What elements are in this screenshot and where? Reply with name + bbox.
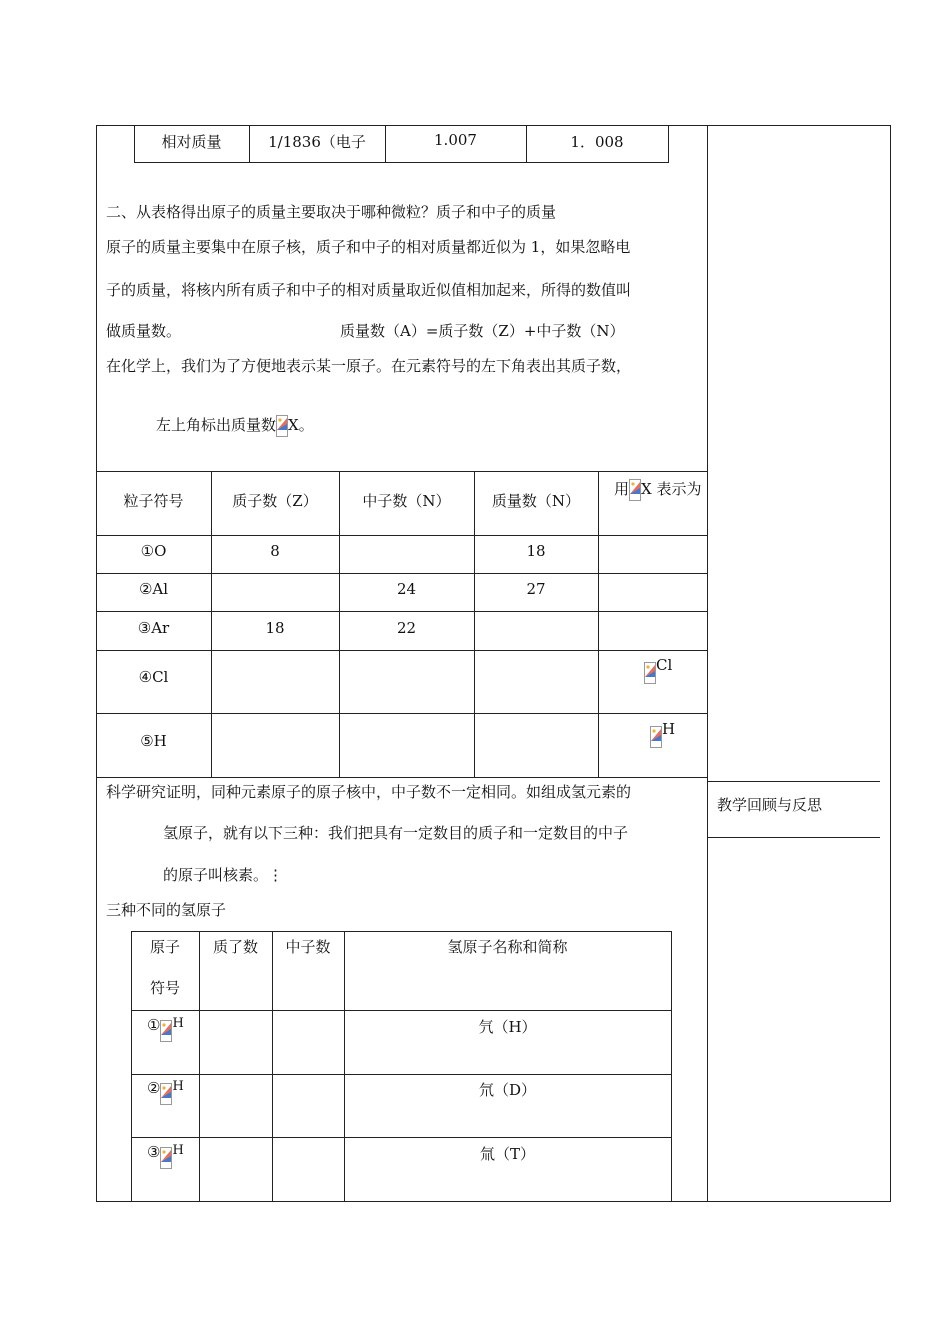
h-row-element: H bbox=[172, 1016, 184, 1031]
h-row-element: H bbox=[172, 1079, 184, 1094]
outer-right-border bbox=[890, 125, 891, 1202]
h-row-symbol bbox=[147, 1143, 184, 1169]
isotope-p2: 氢原子，就有以下三种：我们把具有一定数目的质子和一定数目的中子 bbox=[163, 824, 629, 842]
rep-element: Cl bbox=[656, 656, 673, 674]
column-divider bbox=[707, 125, 708, 1202]
header-particle-symbol: 粒子符号 bbox=[123, 492, 184, 510]
row-symbol: ④Cl bbox=[138, 668, 169, 686]
header-rep-suffix: X 表示为 bbox=[641, 480, 702, 498]
h-row-name: 氘（D） bbox=[478, 1081, 537, 1099]
reflection-top-rule bbox=[707, 781, 880, 782]
outer-top-border bbox=[96, 125, 891, 126]
section2-p5b: X。 bbox=[288, 416, 314, 434]
rep-element: H bbox=[662, 720, 676, 738]
header-rep-prefix: 用 bbox=[614, 480, 630, 498]
row-mass: 18 bbox=[526, 542, 546, 560]
header-representation bbox=[614, 478, 701, 501]
header-proton-count: 质子数（Z） bbox=[232, 492, 318, 510]
isotope-p3: 的原子叫核素。⋮ bbox=[163, 866, 284, 884]
h-row-symbol bbox=[147, 1016, 184, 1042]
h-header-atom: 原子 bbox=[149, 938, 180, 956]
nuclide-notation-icon bbox=[629, 479, 641, 501]
h-row-name: 氚（T） bbox=[479, 1145, 535, 1163]
h-header-symbol: 符号 bbox=[149, 979, 180, 997]
h-header-neutron: 中子数 bbox=[285, 938, 331, 956]
reflection-bottom-rule bbox=[707, 837, 880, 838]
isotope-heading: 三种不同的氢原子 bbox=[106, 901, 227, 919]
reflection-label: 教学回顾与反思 bbox=[717, 796, 823, 814]
header-mass-number: 质量数（N） bbox=[491, 492, 581, 510]
row-symbol: ②Al bbox=[138, 580, 169, 598]
h-row-symbol bbox=[147, 1079, 184, 1105]
row-neutron: 24 bbox=[396, 580, 417, 598]
row-representation bbox=[644, 656, 672, 684]
h-header-proton: 质了数 bbox=[212, 938, 258, 956]
section2-heading: 二、从表格得出原子的质量主要取决于哪种微粒？质子和中子的质量 bbox=[106, 203, 557, 221]
nuclide-notation-icon bbox=[160, 1147, 172, 1169]
section2-p2: 子的质量，将核内所有质子和中子的相对质量取近似值相加起来，所得的数值叫 bbox=[106, 281, 632, 299]
row-mass: 27 bbox=[526, 580, 546, 598]
electron-mass: 1/1836（电子 bbox=[268, 133, 366, 151]
section2-p4: 在化学上，我们为了方便地表示某一原子。在元素符号的左下角表出其质子数， bbox=[106, 357, 632, 375]
h-row-element: H bbox=[172, 1143, 184, 1158]
row-symbol: ⑤H bbox=[140, 732, 167, 750]
section2-p5 bbox=[156, 414, 314, 437]
nuclide-notation-icon bbox=[276, 415, 288, 437]
neutron-mass: 1．008 bbox=[570, 133, 624, 151]
nuclide-notation-icon bbox=[160, 1020, 172, 1042]
section2-p1: 原子的质量主要集中在原子核，质子和中子的相对质量都近似为 1，如果忽略电 bbox=[106, 238, 631, 256]
outer-bottom-border bbox=[96, 1201, 891, 1202]
h-header-name: 氢原子名称和简称 bbox=[447, 938, 568, 956]
section2-p5a: 左上角标出质量数 bbox=[156, 416, 277, 434]
h-row-index: ③ bbox=[147, 1143, 161, 1161]
nuclide-notation-icon bbox=[650, 726, 662, 748]
mass-label: 相对质量 bbox=[161, 133, 222, 151]
h-row-index: ① bbox=[147, 1016, 161, 1034]
row-representation bbox=[650, 720, 675, 748]
nuclide-notation-icon bbox=[644, 662, 656, 684]
row-symbol: ③Ar bbox=[137, 619, 170, 637]
h-row-index: ② bbox=[147, 1079, 161, 1097]
row-proton: 18 bbox=[265, 619, 285, 637]
proton-mass: 1.007 bbox=[434, 131, 477, 149]
nuclide-notation-icon bbox=[160, 1083, 172, 1105]
header-neutron-count: 中子数（N） bbox=[362, 492, 451, 510]
h-row-name: 氕（H） bbox=[478, 1018, 537, 1036]
row-neutron: 22 bbox=[396, 619, 417, 637]
row-symbol: ①O bbox=[140, 542, 167, 560]
row-proton: 8 bbox=[270, 542, 280, 560]
mass-number-formula: 质量数（A）=质子数（Z）+中子数（N） bbox=[340, 322, 625, 340]
isotope-p1: 科学研究证明，同种元素原子的原子核中，中子数不一定相同。如组成氢元素的 bbox=[106, 783, 632, 801]
outer-left-border bbox=[96, 125, 97, 1202]
section2-p3a: 做质量数。 bbox=[106, 322, 182, 340]
